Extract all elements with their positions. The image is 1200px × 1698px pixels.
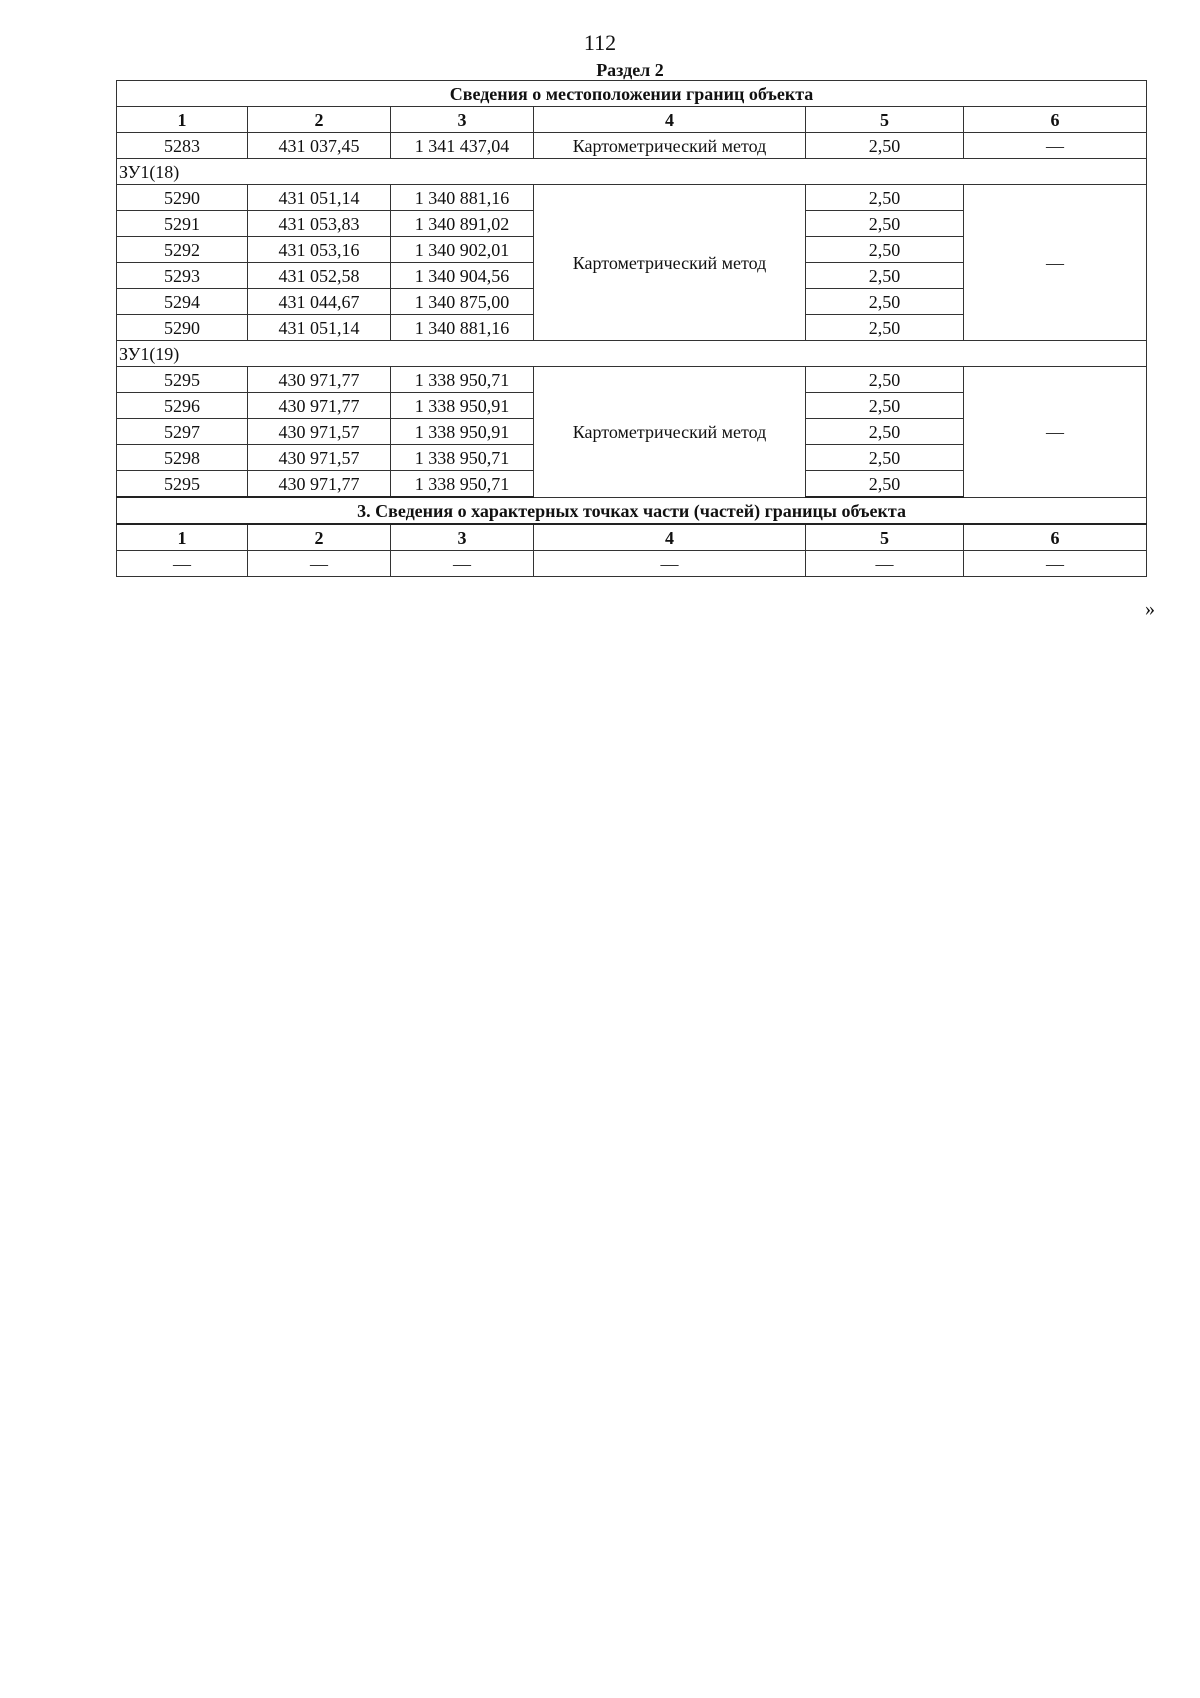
coordinate-x: 431 053,16 (248, 237, 391, 263)
description-cell: — (964, 133, 1147, 159)
description-cell: — (964, 367, 1147, 498)
coordinate-y: 1 340 904,56 (391, 263, 534, 289)
accuracy-cell: 2,50 (806, 133, 964, 159)
point-number: 5295 (117, 367, 248, 393)
table-row (117, 185, 1147, 211)
column-header: 3 (391, 107, 534, 133)
empty-cell: — (964, 551, 1147, 577)
accuracy-cell: 2,50 (806, 211, 964, 237)
point-number: 5291 (117, 211, 248, 237)
coordinate-y: 1 338 950,71 (391, 367, 534, 393)
method-cell: Картометрический метод (534, 185, 806, 341)
accuracy-cell: 2,50 (806, 367, 964, 393)
accuracy-cell: 2,50 (806, 393, 964, 419)
accuracy-cell: 2,50 (806, 263, 964, 289)
coordinate-x: 430 971,57 (248, 445, 391, 471)
section3-empty-row (117, 551, 1147, 577)
description-cell: — (964, 185, 1147, 341)
group-label: ЗУ1(19) (117, 341, 1147, 367)
group-label: ЗУ1(18) (117, 159, 1147, 185)
column-header: 1 (117, 107, 248, 133)
point-number: 5290 (117, 315, 248, 341)
coordinate-y: 1 340 902,01 (391, 237, 534, 263)
column-header: 5 (806, 107, 964, 133)
page-number: 112 (583, 30, 617, 55)
coordinate-x: 430 971,57 (248, 419, 391, 445)
table-caption-row (117, 81, 1147, 107)
column-header: 6 (964, 524, 1147, 551)
coordinate-y: 1 338 950,91 (391, 393, 534, 419)
section3-header-row (117, 524, 1147, 551)
point-number: 5292 (117, 237, 248, 263)
point-number: 5283 (117, 133, 248, 159)
coordinate-x: 430 971,77 (248, 471, 391, 498)
accuracy-cell: 2,50 (806, 445, 964, 471)
coordinate-x: 430 971,77 (248, 393, 391, 419)
point-number: 5294 (117, 289, 248, 315)
section3-caption-row (117, 497, 1147, 524)
accuracy-cell: 2,50 (806, 289, 964, 315)
empty-cell: — (806, 551, 964, 577)
accuracy-cell: 2,50 (806, 471, 964, 498)
coordinate-x: 431 037,45 (248, 133, 391, 159)
coordinate-x: 431 052,58 (248, 263, 391, 289)
accuracy-cell: 2,50 (806, 185, 964, 211)
boundary-table (116, 80, 1147, 577)
column-header: 4 (534, 107, 806, 133)
accuracy-cell: 2,50 (806, 315, 964, 341)
point-number: 5295 (117, 471, 248, 498)
empty-cell: — (534, 551, 806, 577)
point-number: 5298 (117, 445, 248, 471)
section-title: Раздел 2 (596, 60, 664, 80)
group-label-row (117, 159, 1147, 185)
method-cell: Картометрический метод (534, 133, 806, 159)
coordinate-y: 1 341 437,04 (391, 133, 534, 159)
column-header: 4 (534, 524, 806, 551)
coordinate-y: 1 340 875,00 (391, 289, 534, 315)
column-header: 2 (248, 524, 391, 551)
coordinate-x: 431 053,83 (248, 211, 391, 237)
table-row (117, 367, 1147, 393)
column-header: 3 (391, 524, 534, 551)
table-caption: Сведения о местоположении границ объекта (117, 81, 1147, 107)
closing-quote: » (1145, 598, 1155, 620)
column-header: 6 (964, 107, 1147, 133)
table-row (117, 133, 1147, 159)
column-header: 5 (806, 524, 964, 551)
coordinate-x: 431 044,67 (248, 289, 391, 315)
section3-caption: 3. Сведения о характерных точках части (частей) границы объекта (117, 497, 1147, 524)
point-number: 5293 (117, 263, 248, 289)
method-cell: Картометрический метод (534, 367, 806, 498)
coordinate-y: 1 338 950,91 (391, 419, 534, 445)
column-header-row (117, 107, 1147, 133)
empty-cell: — (248, 551, 391, 577)
coordinate-x: 431 051,14 (248, 185, 391, 211)
coordinate-y: 1 338 950,71 (391, 445, 534, 471)
empty-cell: — (391, 551, 534, 577)
empty-cell: — (117, 551, 248, 577)
coordinate-x: 431 051,14 (248, 315, 391, 341)
column-header: 2 (248, 107, 391, 133)
accuracy-cell: 2,50 (806, 419, 964, 445)
accuracy-cell: 2,50 (806, 237, 964, 263)
point-number: 5297 (117, 419, 248, 445)
coordinate-x: 430 971,77 (248, 367, 391, 393)
column-header: 1 (117, 524, 248, 551)
coordinate-y: 1 340 881,16 (391, 315, 534, 341)
coordinate-y: 1 340 881,16 (391, 185, 534, 211)
group-label-row (117, 341, 1147, 367)
coordinate-y: 1 338 950,71 (391, 471, 534, 498)
coordinate-y: 1 340 891,02 (391, 211, 534, 237)
point-number: 5296 (117, 393, 248, 419)
point-number: 5290 (117, 185, 248, 211)
